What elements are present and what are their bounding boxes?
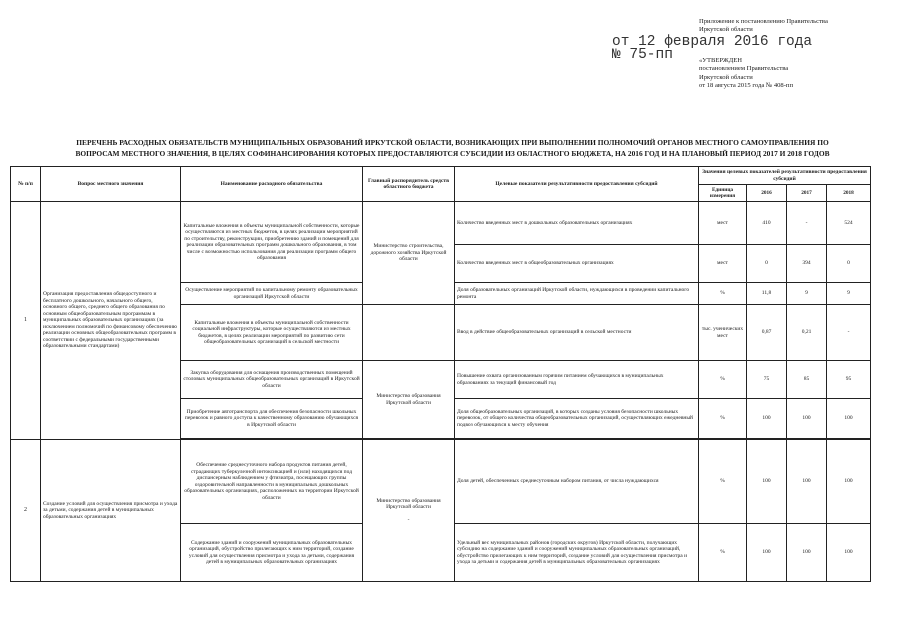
value-2016: 100 — [747, 399, 787, 439]
value-2016: 410 — [747, 202, 787, 245]
indicator-cell: Ввод в действие общеобразовательных организаций в сельской местности — [455, 305, 699, 361]
document-title — [10, 138, 895, 159]
value-2017: 85 — [787, 361, 827, 399]
value-2018: 524 — [827, 202, 871, 245]
value-2016: 100 — [747, 524, 787, 582]
unit-cell: мест — [699, 245, 747, 283]
value-2016: 11,8 — [747, 283, 787, 305]
value-2017: 9 — [787, 283, 827, 305]
obligation-cell: Обеспечение среднесуточного набора продуктов питания детей, страдающих туберкулезной интоксикацией и (или) находящихся под диспансерным наблюдением у фтизиатра, посещающих группы оздоровительной направленности в муниципальных дошкольных образовательных организациях, расположенных на территории Иркутской области — [181, 440, 363, 524]
col-header-unit: Единица измерения — [699, 185, 747, 202]
col-header-2016: 2016 — [747, 185, 787, 202]
header-line: Приложение к постановлению Правительства — [699, 18, 828, 25]
value-2017: 394 — [787, 245, 827, 283]
col-header-num: № п/п — [11, 167, 41, 202]
obligation-cell: Осуществление мероприятий по капитальному ремонту образовательных организаций Иркутской области — [181, 283, 363, 305]
header-line: Иркутской области — [699, 73, 753, 81]
indicator-cell: Повышение охвата организованным горячим питанием обучающихся в муниципальных образованиях за текущий финансовый год — [455, 361, 699, 399]
value-2017: 100 — [787, 440, 827, 524]
indicator-cell: Количество введенных мест в общеобразовательных организациях — [455, 245, 699, 283]
obligation-cell: Капитальные вложения в объекты муниципальной собственности, которые осуществляются из местных бюджетов, в целях реализации мероприятий по строительству, реконструкции, приобретению зданий и помещений для реализации образовательных программ дошкольного образования, в том числе с возможностью использования для реализации программ общего образования — [181, 202, 363, 283]
value-2018: 100 — [827, 524, 871, 582]
local-question: Организация предоставления общедоступного и бесплатного дошкольного, начального общего, основного общего, среднего общего образования по основным общеобразовательным программам в муниципальных образовательных организациях (за исключением полномочий по финансовому обеспечению реализации основных общеобразовательных программ в соответствии с федеральными государственными образовательными стандартами) — [41, 202, 181, 440]
obligation-cell: Закупка оборудования для оснащения производственных помещений столовых муниципальных общеобразовательных организаций в Иркутской области — [181, 361, 363, 399]
budget-manager: Министерство строительства, дорожного хозяйства Иркутской области — [363, 202, 455, 305]
value-2018: 9 — [827, 283, 871, 305]
col-header-question: Вопрос местного значения — [41, 167, 181, 202]
col-header-values: Значения целевых показателей результативности предоставления субсидий — [699, 167, 871, 185]
col-header-obligation: Наименование расходного обязательства — [181, 167, 363, 202]
amendment-stamp — [612, 36, 812, 62]
row-number: 1 — [11, 202, 41, 440]
value-2017: 100 — [787, 399, 827, 439]
budget-manager: Министерство образования Иркутской области — [363, 361, 455, 439]
value-2017: 100 — [787, 524, 827, 582]
header-line: Иркутской области — [699, 26, 753, 34]
value-2018: 100 — [827, 440, 871, 524]
value-2017: - — [787, 202, 827, 245]
indicator-cell: Доля общеобразовательных организаций, в которых созданы условия безопасности школьных перевозок, от общего количества общеобразовательных организаций, осуществляющих ежедневный подвоз обучающихся к месту обучения — [455, 399, 699, 439]
unit-cell: % — [699, 283, 747, 305]
header-line: постановлением Правительства — [699, 65, 789, 73]
value-2016: 0 — [747, 245, 787, 283]
value-2016: 0,87 — [747, 305, 787, 361]
col-header-indicator: Целевые показатели результативности предоставления субсидий — [455, 167, 699, 202]
value-2016: 100 — [747, 440, 787, 524]
manager-name: Министерство образования Иркутской области — [376, 497, 441, 510]
indicator-cell: Количество введенных мест в дошкольных образовательных организациях — [455, 202, 699, 245]
unit-cell: мест — [699, 202, 747, 245]
obligation-cell: Содержание зданий и сооружений муниципальных образовательных организаций, обустройство прилегающих к ним территорий, создание условий для осуществления присмотра и ухода за детьми, содержания детей в муниципальных образовательных организациях — [181, 524, 363, 582]
value-2018: 0 — [827, 245, 871, 283]
unit-cell: % — [699, 440, 747, 524]
table-row — [11, 440, 871, 524]
obligations-table — [10, 166, 871, 582]
unit-cell: % — [699, 399, 747, 439]
stamp-date: от 12 февраля 2016 года — [612, 34, 813, 50]
col-header-2017: 2017 — [787, 185, 827, 202]
unit-cell: тыс. ученических мест — [699, 305, 747, 361]
value-2016: 75 — [747, 361, 787, 399]
local-question: Создание условий для осуществления присмотра и ухода за детьми, содержания детей в муниципальных образовательных организациях — [41, 440, 181, 582]
indicator-cell: Доля образовательных организаций Иркутской области, нуждающихся в проведении капитального ремонта — [455, 283, 699, 305]
title-line: ПЕРЕЧЕНЬ РАСХОДНЫХ ОБЯЗАТЕЛЬСТВ МУНИЦИПАЛЬНЫХ ОБРАЗОВАНИЙ ИРКУТСКОЙ ОБЛАСТИ, ВОЗНИКАЮЩИХ ПРИ ВЫПОЛНЕНИИ ПОЛНОМОЧИЙ ОРГАНОВ МЕСТНОГО САМОУПРАВЛЕНИЯ ПО — [76, 138, 829, 147]
value-2017: 0,21 — [787, 305, 827, 361]
unit-cell: % — [699, 524, 747, 582]
table-row — [11, 202, 871, 245]
value-2018: 95 — [827, 361, 871, 399]
unit-cell: % — [699, 361, 747, 399]
obligation-cell: Приобретение автотранспорта для обеспечения безопасности школьных перевозок и равного доступа к качественному образованию обучающихся в Иркутской области — [181, 399, 363, 439]
empty-manager-cell — [363, 305, 455, 361]
row-number: 2 — [11, 440, 41, 582]
col-header-manager: Главный распорядитель средств областного бюджета — [363, 167, 455, 202]
header-line: «УТВЕРЖДЕН — [699, 56, 743, 64]
col-header-2018: 2018 — [827, 185, 871, 202]
obligation-cell: Капитальные вложения в объекты муниципальной собственности социальной инфраструктуры, которые осуществляются из местных бюджетов, в целях реализации мероприятий по развитию сети общеобразовательных организаций в сельской местности — [181, 305, 363, 361]
title-line: ВОПРОСАМ МЕСТНОГО ЗНАЧЕНИЯ, В ЦЕЛЯХ СОФИНАНСИРОВАНИЯ КОТОРЫХ ПРЕДОСТАВЛЯЮТСЯ СУБСИДИИ ИЗ ОБЛАСТНОГО БЮДЖЕТА, НА 2016 ГОД И НА ПЛАНОВЫЙ ПЕРИОД 2017 И 2018 ГОДОВ — [75, 148, 830, 158]
dash-mark: - — [407, 517, 410, 523]
value-2018: - — [827, 305, 871, 361]
stamp-number: № 75-пп — [612, 47, 673, 63]
value-2018: 100 — [827, 399, 871, 439]
indicator-cell: Доля детей, обеспеченных среднесуточным набором питания, от числа нуждающихся — [455, 440, 699, 524]
indicator-cell: Удельный вес муниципальных районов (городских округов) Иркутской области, получающих субсидию на содержание зданий и сооружений муниципальных образовательных организаций, обустройство прилегающих к ним территорий, создание условий для осуществления присмотра и ухода за детьми и содержания детей в муниципальных образовательных организациях — [455, 524, 699, 582]
header-line: от 18 августа 2015 года № 408-пп — [699, 82, 793, 90]
budget-manager — [363, 440, 455, 582]
